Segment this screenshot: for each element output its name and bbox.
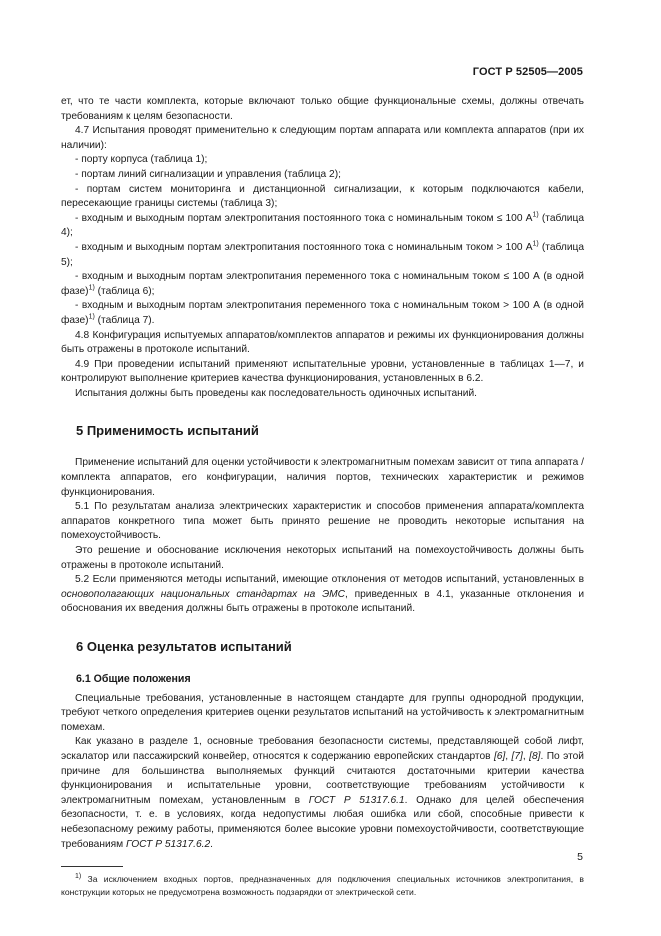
list-item-text: (таблица 4); bbox=[61, 212, 585, 239]
paragraph-text: . bbox=[210, 838, 214, 850]
reference: [8] bbox=[529, 750, 541, 762]
list-item bbox=[61, 299, 584, 328]
paragraph-text: . По этой причине для большинства выполняемых функций считаются достаточными критерии качества функционирования и испытательные уровни, соответствующие требованиям устойчивости к электромагнитным помехам, установленным в bbox=[61, 750, 584, 806]
page-number: 5 bbox=[577, 851, 583, 863]
separator: , bbox=[522, 750, 530, 762]
paragraph-4-9: 4.9 При проведении испытаний применяют испытательные уровни, установленные в таблицах 1—7, и контролируют выполнение критериев качества функционирования, установленных в 6.2. bbox=[61, 358, 584, 385]
paragraph-text: , приведенных в 4.1, указанные отклонения и обоснования их введения должны быть отражены в протоколе испытаний. bbox=[61, 588, 585, 615]
paragraph-continuation: ет, что те части комплекта, которые включают только общие функциональные схемы, должны отвечать требованиям к целям безопасности. bbox=[61, 96, 584, 122]
list-item bbox=[61, 212, 584, 241]
list-item bbox=[61, 241, 584, 270]
footnote-text: За исключением входных портов, предназначенных для подключения специальных источников электропитания, в конструкции которых не предусмотрена возможность подзарядки от электрической сети. bbox=[61, 874, 584, 897]
list-item-text: (таблица 7). bbox=[94, 314, 155, 326]
list-item-text: (таблица 5); bbox=[61, 241, 585, 268]
section-heading-5: 5 Применимость испытаний bbox=[76, 423, 259, 439]
paragraph-text: Как указано в разделе 1, основные требования безопасности системы, представляющей собой лифт, эскалатор или пассажирский конвейер, относятся к содержанию европейских стандартов bbox=[61, 736, 584, 762]
list-item: - портам линий сигнализации и управления (таблица 2); bbox=[75, 168, 341, 180]
list-item-text: - входным и выходным портам электропитания переменного тока с номинальным током ≤ 100 А (в одной фазе) bbox=[61, 271, 584, 297]
paragraph bbox=[61, 735, 584, 852]
footnote-divider bbox=[61, 866, 123, 867]
list-item-text: (таблица 6); bbox=[94, 285, 155, 297]
document-id: ГОСТ Р 52505—2005 bbox=[472, 66, 583, 78]
page-body bbox=[61, 95, 584, 898]
footnote-ref: 1) bbox=[532, 240, 539, 248]
list-item: - портам систем мониторинга и дистанционной сигнализации, к которым подключаются кабели, пересекающие границы системы (таблица 3); bbox=[61, 183, 584, 210]
reference: [7] bbox=[511, 750, 523, 762]
paragraph-4-7: 4.7 Испытания проводят применительно к следующим портам аппарата или комплекта аппаратов (при их наличии): bbox=[61, 125, 584, 151]
paragraph-text: 5.2 Если применяются методы испытаний, имеющие отклонения от методов испытаний, установленных в bbox=[75, 574, 584, 586]
italic-text: основополагающих национальных стандартах на ЭМС bbox=[61, 588, 345, 600]
separator: , bbox=[505, 750, 512, 762]
list-item bbox=[61, 270, 584, 299]
footnote-ref: 1) bbox=[88, 313, 95, 321]
paragraph: Это решение и обоснование исключения некоторых испытаний на помехоустойчивость должны быть отражены в протоколе испытаний. bbox=[61, 545, 584, 571]
reference: [6] bbox=[493, 750, 506, 762]
list-item-text: - входным и выходным портам электропитания переменного тока с номинальным током > 100 А (в одной фазе) bbox=[61, 300, 584, 326]
paragraph-text: . Однако для целей обеспечения безопасности, т. е. в условиях, когда недопустимы любая ошибка или сбой, способные привести к небезопасному режиму работы, применяются более высокие уровни помехоустойчивости, соответствующие требованиям bbox=[61, 794, 584, 850]
footnote-ref: 1) bbox=[532, 211, 539, 219]
paragraph-5-2 bbox=[61, 573, 584, 617]
paragraph: Испытания должны быть проведены как последовательность одиночных испытаний. bbox=[75, 387, 477, 399]
paragraph-5-1: 5.1 По результатам анализа электрических характеристик и способов применения аппарата/комплекта аппаратов конкретного типа может быть принято решение не проводить некоторые испытания на помехоустойчивость. bbox=[61, 501, 584, 542]
paragraph-4-8: 4.8 Конфигурация испытуемых аппаратов/комплектов аппаратов и режимы их функционирования должны быть отражены в протоколе испытаний. bbox=[61, 329, 584, 356]
paragraph: Специальные требования, установленные в настоящем стандарте для группы однородной продукции, требуют четкого определения критериев оценки результатов испытаний на устойчивость к электромагнитным помехам. bbox=[61, 692, 584, 733]
footnote-mark: 1) bbox=[75, 873, 82, 881]
list-item-text: - входным и выходным портам электропитания постоянного тока с номинальным током ≤ 100 А bbox=[75, 212, 533, 224]
list-item: - порту корпуса (таблица 1); bbox=[75, 154, 208, 166]
footnote-ref: 1) bbox=[88, 284, 95, 292]
subsection-heading-6-1: 6.1 Общие положения bbox=[76, 673, 191, 685]
standard-reference: ГОСТ Р 51317.6.1 bbox=[308, 794, 405, 806]
footnote bbox=[61, 873, 584, 898]
standard-reference: ГОСТ Р 51317.6.2 bbox=[126, 838, 211, 850]
section-heading-6: 6 Оценка результатов испытаний bbox=[76, 639, 292, 654]
list-item-text: - входным и выходным портам электропитания постоянного тока с номинальным током > 100 А bbox=[75, 241, 533, 253]
paragraph: Применение испытаний для оценки устойчивости к электромагнитным помехам зависит от типа аппарата / комплекта аппаратов, его конфигурации, наличия портов, технических характеристик и режимов функционирования. bbox=[61, 457, 584, 498]
